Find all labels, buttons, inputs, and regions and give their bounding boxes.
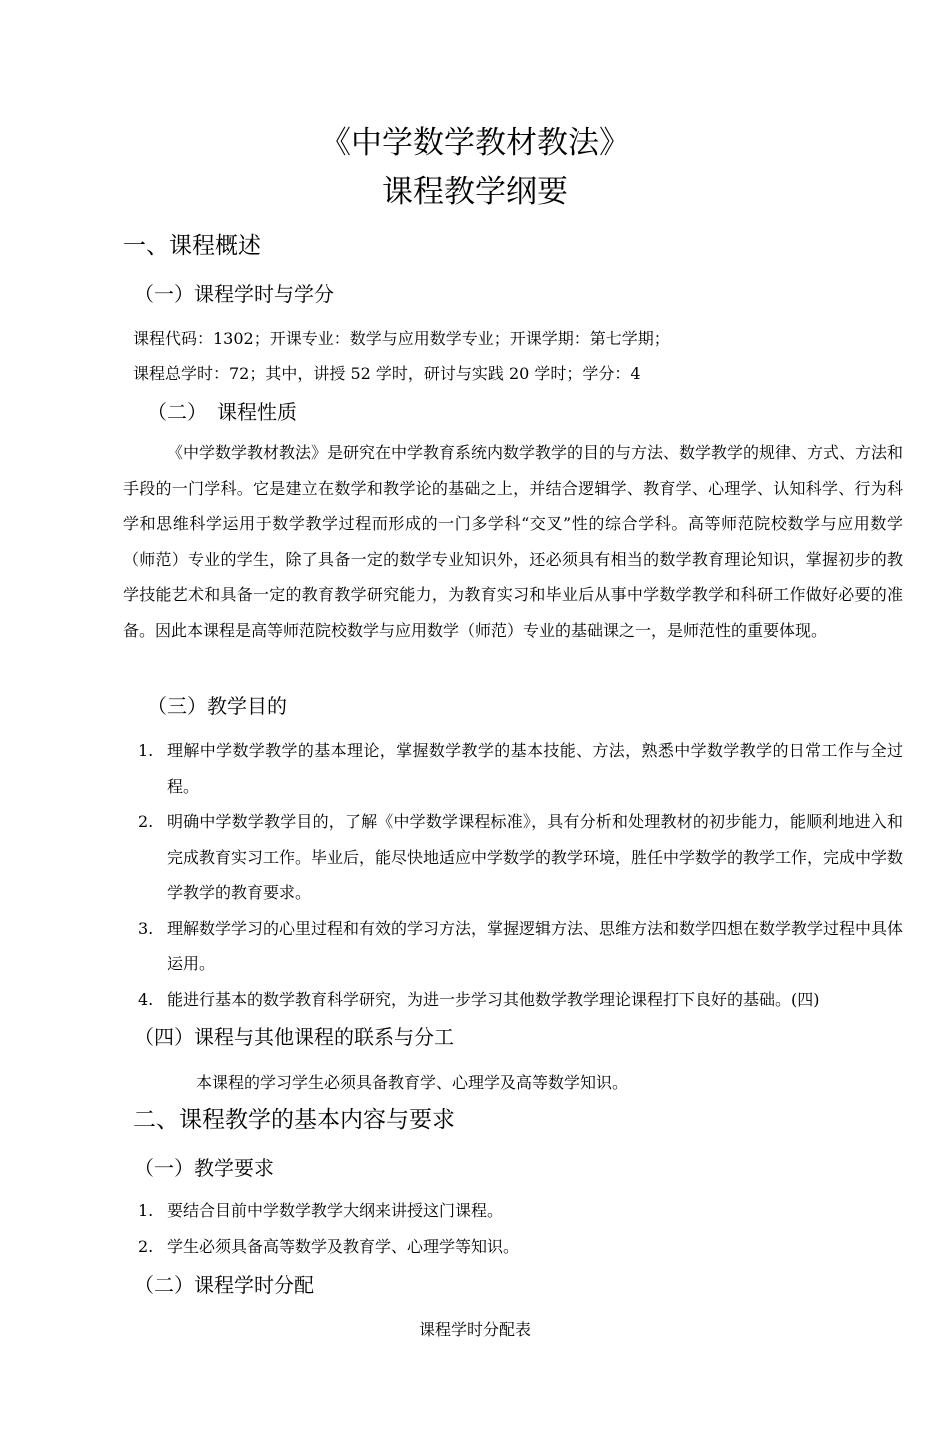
list-item-text: 学生必须具备高等数学及教育学、心理学等知识。 — [167, 1236, 520, 1256]
list-item-number: 3. — [138, 918, 154, 938]
course-nature-text: 《中学数学教材教法》是研究在中学教育系统内数学教学的目的与方法、数学教学的规律、方式、方法和手段的一门学科。它是建立在数学和教学论的基础之上，并结合逻辑学、教育学、心理学、认知科学、行为科学和思维科学运用于数学教学过程而形成的一门多学科“交叉”性的综合学科。高等师范院校数学与应用数学（师范）专业的学生，除了具备一定的数学专业知识外，还必须具有相当的数学教育理论知识，掌握初步的教学技能艺术和具备一定的教育教学研究能力，为教育实习和毕业后从事中学数学教学和科研工作做好必要的准备。因此本课程是高等师范院校数学与应用数学（师范）专业的基础课之一，是师范性的重要体现。 — [123, 443, 904, 640]
list-item-text: 能进行基本的数学教育科学研究，为进一步学习其他数学教学理论课程打下良好的基础。(四) — [167, 989, 820, 1009]
list-item-text: 理解中学数学教学的基本理论，掌握数学教学的基本技能、方法，熟悉中学数学教学的日常工作与全过程。 — [167, 741, 903, 796]
list-item-text: 要结合目前中学数学教学大纲来讲授这门课程。 — [167, 1201, 504, 1220]
course-hours-line: 课程总学时：72；其中，讲授 52 学时，研讨与实践 20 学时；学分：4 — [133, 364, 641, 383]
table-caption: 课程学时分配表 — [418, 1320, 531, 1339]
section-heading-overview: 一、课程概述 — [123, 233, 261, 259]
relations-paragraph: 本课程的学习学生必须具备教育学、心理学及高等数学知识。 — [196, 1073, 629, 1092]
list-item-text: 理解数学学习的心里过程和有效的学习方法，掌握逻辑方法、思维方法和数学四想在数学教学过程中具体运用。 — [167, 918, 904, 973]
list-item-number: 1. — [138, 741, 154, 760]
list-item — [138, 982, 903, 1018]
subsection-heading-objectives: （三）教学目的 — [147, 694, 287, 718]
list-item — [138, 1193, 903, 1229]
subsection-heading-hours-credits: （一）课程学时与学分 — [134, 282, 334, 306]
course-nature-paragraph — [123, 435, 903, 648]
list-item-text: 明确中学数学教学目的，了解《中学数学课程标准》，具有分析和处理教材的初步能力，能顺利地进入和完成教育实习工作。毕业后，能尽快地适应中学数学的教学环境，胜任中学数学的教学工作，完成中学数学教学的教育要求。 — [167, 812, 904, 902]
subsection-heading-relations: （四）课程与其他课程的联系与分工 — [134, 1025, 454, 1049]
subsection-heading-hour-allocation: （二）课程学时分配 — [134, 1273, 314, 1297]
list-item — [138, 733, 903, 804]
list-item — [138, 911, 903, 982]
list-item-number: 4. — [138, 989, 154, 1009]
list-item — [138, 1229, 903, 1265]
section-heading-content: 二、课程教学的基本内容与要求 — [133, 1107, 455, 1133]
document-title: 《中学数学教材教法》 — [320, 125, 630, 161]
list-item — [138, 804, 903, 911]
document-subtitle: 课程教学纲要 — [382, 174, 568, 210]
course-info-line: 课程代码：1302；开课专业：数学与应用数学专业；开课学期：第七学期； — [133, 329, 670, 348]
list-item-number: 2. — [138, 1236, 154, 1256]
objectives-list — [138, 733, 903, 1017]
subsection-heading-requirements: （一）教学要求 — [134, 1156, 274, 1180]
subsection-heading-nature: （二） 课程性质 — [147, 400, 297, 424]
list-item-number: 2. — [138, 812, 154, 831]
requirements-list — [138, 1193, 903, 1264]
list-item-number: 1. — [138, 1201, 154, 1220]
